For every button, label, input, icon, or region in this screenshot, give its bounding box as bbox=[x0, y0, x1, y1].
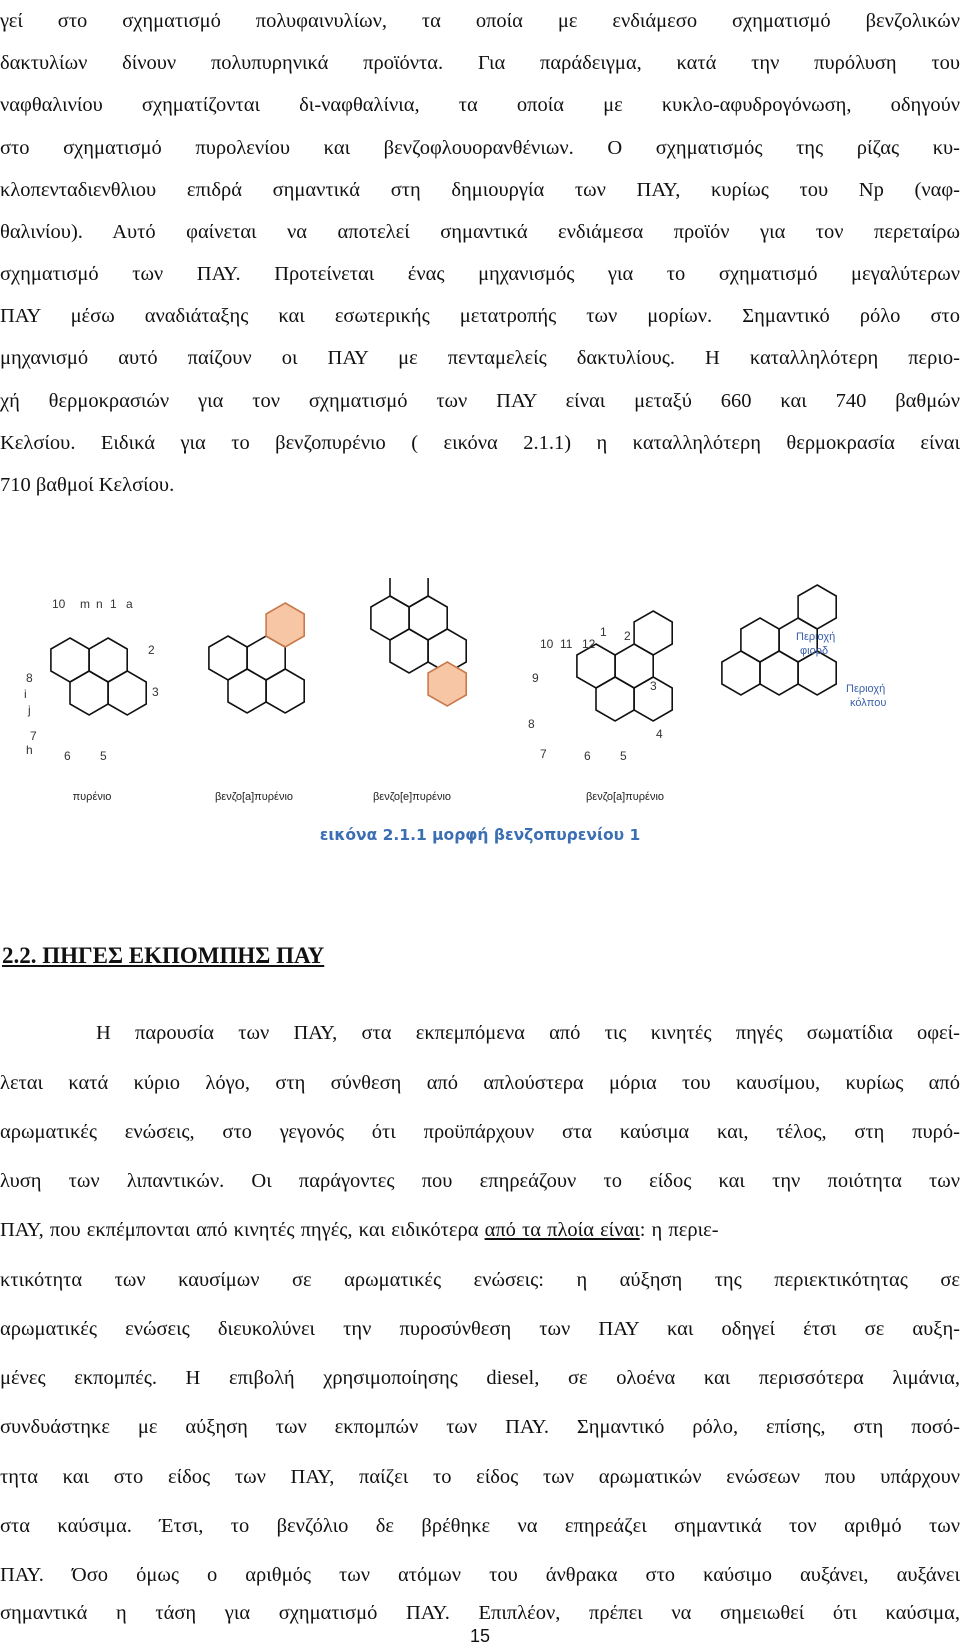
text-line: δακτυλίων δίνουν πολυπυρηνικά προϊόντα. Για παράδειγμα, κατά την πυρόλυση του bbox=[0, 52, 960, 74]
text-line: χή θερμοκρασιών για τον σχηματισμό των ΠΑΥ είναι μεταξύ 660 και 740 βαθμών bbox=[0, 390, 960, 412]
position-label: a bbox=[126, 597, 133, 611]
region-label: κόλπου bbox=[850, 697, 887, 709]
position-label: 10 bbox=[52, 597, 66, 611]
position-label: m bbox=[80, 597, 90, 611]
text-line: αρωματικές ενώσεις, στο γεγονός ότι προϋπάρχουν στα καύσιμα και, τέλος, στη πυρό- bbox=[0, 1121, 960, 1143]
benzo-e-pyrene-ring bbox=[371, 596, 409, 640]
benzo-a-pyrene-ring bbox=[266, 603, 304, 647]
text-line: γεί στο σχηματισμό πολυφαινυλίων, τα οποία με ενδιάμεσο σχηματισμό βενζολικών bbox=[0, 10, 960, 32]
position-label: 4 bbox=[656, 727, 663, 741]
benzo-e-pyrene-ring bbox=[390, 578, 428, 607]
figure-caption: εικόνα 2.1.1 μορφή βενζοπυρενίου 1 bbox=[319, 826, 641, 844]
position-label: h bbox=[26, 743, 33, 757]
position-label: 7 bbox=[30, 729, 37, 743]
page-number: 15 bbox=[469, 1626, 491, 1646]
text-line: μηχανισμό αυτό παίζουν οι ΠΑΥ με πενταμελείς δακτυλίους. Η καταλληλότερη περιο- bbox=[0, 347, 960, 369]
text-line: ναφθαλινίου σχηματίζονται δι-ναφθαλίνια, τα οποία με κυκλο-αφυδρογόνωση, οδηγούν bbox=[0, 94, 960, 116]
text-line: μένες εκπομπές. Η επιβολή χρησιμοποίησης diesel, σε ολοένα και περισσότερα λιμάνια, bbox=[0, 1367, 960, 1389]
regions-ring bbox=[722, 651, 760, 695]
underlined-phrase: από τα πλοία είναι bbox=[484, 1219, 640, 1241]
position-label: 3 bbox=[152, 685, 159, 699]
region-label: φιορδ bbox=[800, 645, 829, 657]
text-line: κτικότητα των καυσίμων σε αρωματικές ενώσεις: η αύξηση της περιεκτικότητας σε bbox=[0, 1269, 960, 1291]
molecule-label: βενζο[a]πυρένιο bbox=[585, 791, 665, 803]
section-heading: 2.2. ΠΗΓΕΣ ΕΚΠΟΜΠΗΣ ΠΑΥ bbox=[2, 943, 325, 968]
position-label: i bbox=[24, 687, 27, 701]
position-label: 12 bbox=[582, 637, 596, 651]
text-line: τητα και στο είδος των ΠΑΥ, παίζει το είδος των αρωματικών ενώσεων που υπάρχουν bbox=[0, 1466, 960, 1488]
position-label: 1 bbox=[110, 597, 117, 611]
text-line: κλοπενταδιενθλιου επιδρά σημαντικά στη δημιουργία των ΠΑΥ, κυρίως του Np (ναφ- bbox=[0, 179, 960, 201]
text-line: Η παρουσία των ΠΑΥ, στα εκπεμπόμενα από τις κινητές πηγές σωματίδια οφεί- bbox=[96, 1022, 960, 1044]
text-line bbox=[0, 1217, 960, 1243]
position-label: 2 bbox=[148, 643, 155, 657]
position-label: 3 bbox=[650, 679, 657, 693]
regions-ring bbox=[741, 618, 779, 662]
text-line: λεται κατά κύριο λόγο, στη σύνθεση από απλούστερα μόρια του καυσίμου, κυρίως από bbox=[0, 1072, 960, 1094]
text-line: ΠΑΥ. Όσο όμως ο αριθμός των ατόμων του άνθρακα στο καύσιμο αυξάνει, αυξάνει bbox=[0, 1564, 960, 1586]
region-label: Περιοχή bbox=[796, 631, 836, 643]
position-label: 5 bbox=[100, 749, 107, 763]
text-line: στα καύσιμα. Έτσι, το βενζόλιο δε βρέθηκε να επηρεάζει σημαντικά τον αριθμό των bbox=[0, 1515, 960, 1537]
benzo-a-pyrene-ring bbox=[634, 611, 672, 655]
text-segment: : η περιε- bbox=[639, 1219, 719, 1241]
molecule-label: βενζο[e]πυρένιο bbox=[372, 791, 452, 803]
benzo-a-pyrene-ring bbox=[209, 636, 247, 680]
text-line: θαλινίου). Αυτό φαίνεται να αποτελεί σημαντικά ενδιάμεσα προϊόν για τον περεταίρω bbox=[0, 221, 960, 243]
benzo-a-pyrene-ring bbox=[615, 644, 653, 688]
molecule-label: πυρένιο bbox=[72, 791, 112, 803]
pyrene-ring bbox=[89, 638, 127, 682]
regions-ring bbox=[798, 651, 836, 695]
region-label: Περιοχή bbox=[846, 683, 886, 695]
position-label: n bbox=[96, 597, 103, 611]
molecule-figure bbox=[0, 578, 960, 818]
position-label: 2 bbox=[624, 629, 631, 643]
text-line: συνδυάστηκε με αύξηση των εκπομπών των ΠΑΥ. Σημαντικό ρόλο, επίσης, στη ποσό- bbox=[0, 1416, 960, 1438]
regions-ring bbox=[760, 651, 798, 695]
text-segment: ΠΑΥ, που εκπέμπονται από κινητές πηγές, και ειδικότερα bbox=[0, 1219, 485, 1241]
benzo-e-pyrene-ring bbox=[428, 662, 466, 706]
benzo-e-pyrene-ring bbox=[409, 596, 447, 640]
position-label: 7 bbox=[540, 747, 547, 761]
text-line: λυση των λιπαντικών. Οι παράγοντες που επηρεάζουν το είδος και την ποιότητα των bbox=[0, 1170, 960, 1192]
regions-ring bbox=[798, 585, 836, 629]
benzo-a-pyrene-ring bbox=[266, 669, 304, 713]
position-label: 11 bbox=[560, 637, 573, 651]
pyrene-ring bbox=[51, 638, 89, 682]
position-label: 1 bbox=[600, 625, 607, 639]
benzo-a-pyrene-ring bbox=[596, 677, 634, 721]
molecule-label: βενζο[a]πυρένιο bbox=[214, 791, 294, 803]
text-line: σχηματισμό των ΠΑΥ. Προτείνεται ένας μηχανισμός για το σχηματισμό μεγαλύτερων bbox=[0, 263, 960, 285]
text-line: 710 βαθμοί Κελσίου. bbox=[0, 474, 175, 496]
position-label: 10 bbox=[540, 637, 554, 651]
position-label: 5 bbox=[620, 749, 627, 763]
position-label: 8 bbox=[26, 671, 33, 685]
text-line: αρωματικές ενώσεις διευκολύνει την πυροσύνθεση των ΠΑΥ και οδηγεί έτσι σε αυξη- bbox=[0, 1318, 960, 1340]
benzo-e-pyrene-ring bbox=[390, 629, 428, 673]
text-line: Κελσίου. Ειδικά για το βενζοπυρένιο ( εικόνα 2.1.1) η καταλληλότερη θερμοκρασία είναι bbox=[0, 432, 960, 454]
position-label: 9 bbox=[532, 671, 539, 685]
pyrene-ring bbox=[70, 671, 108, 715]
pyrene-ring bbox=[108, 671, 146, 715]
text-line: στο σχηματισμό πυρολενίου και βενζοφλουορανθένιων. Ο σχηματισμός της ρίζας κυ- bbox=[0, 137, 960, 159]
text-line: σημαντικά η τάση για σχηματισμό ΠΑΥ. Επιπλέον, πρέπει να σημειωθεί ότι καύσιμα, bbox=[0, 1602, 960, 1624]
text-line: ΠΑΥ μέσω αναδιάταξης και εσωτερικής μετατροπής των μορίων. Σημαντικό ρόλο στο bbox=[0, 305, 960, 327]
position-label: 6 bbox=[584, 749, 591, 763]
position-label: 8 bbox=[528, 717, 535, 731]
position-label: j bbox=[28, 703, 31, 717]
benzo-a-pyrene-ring bbox=[228, 669, 266, 713]
position-label: 6 bbox=[64, 749, 71, 763]
